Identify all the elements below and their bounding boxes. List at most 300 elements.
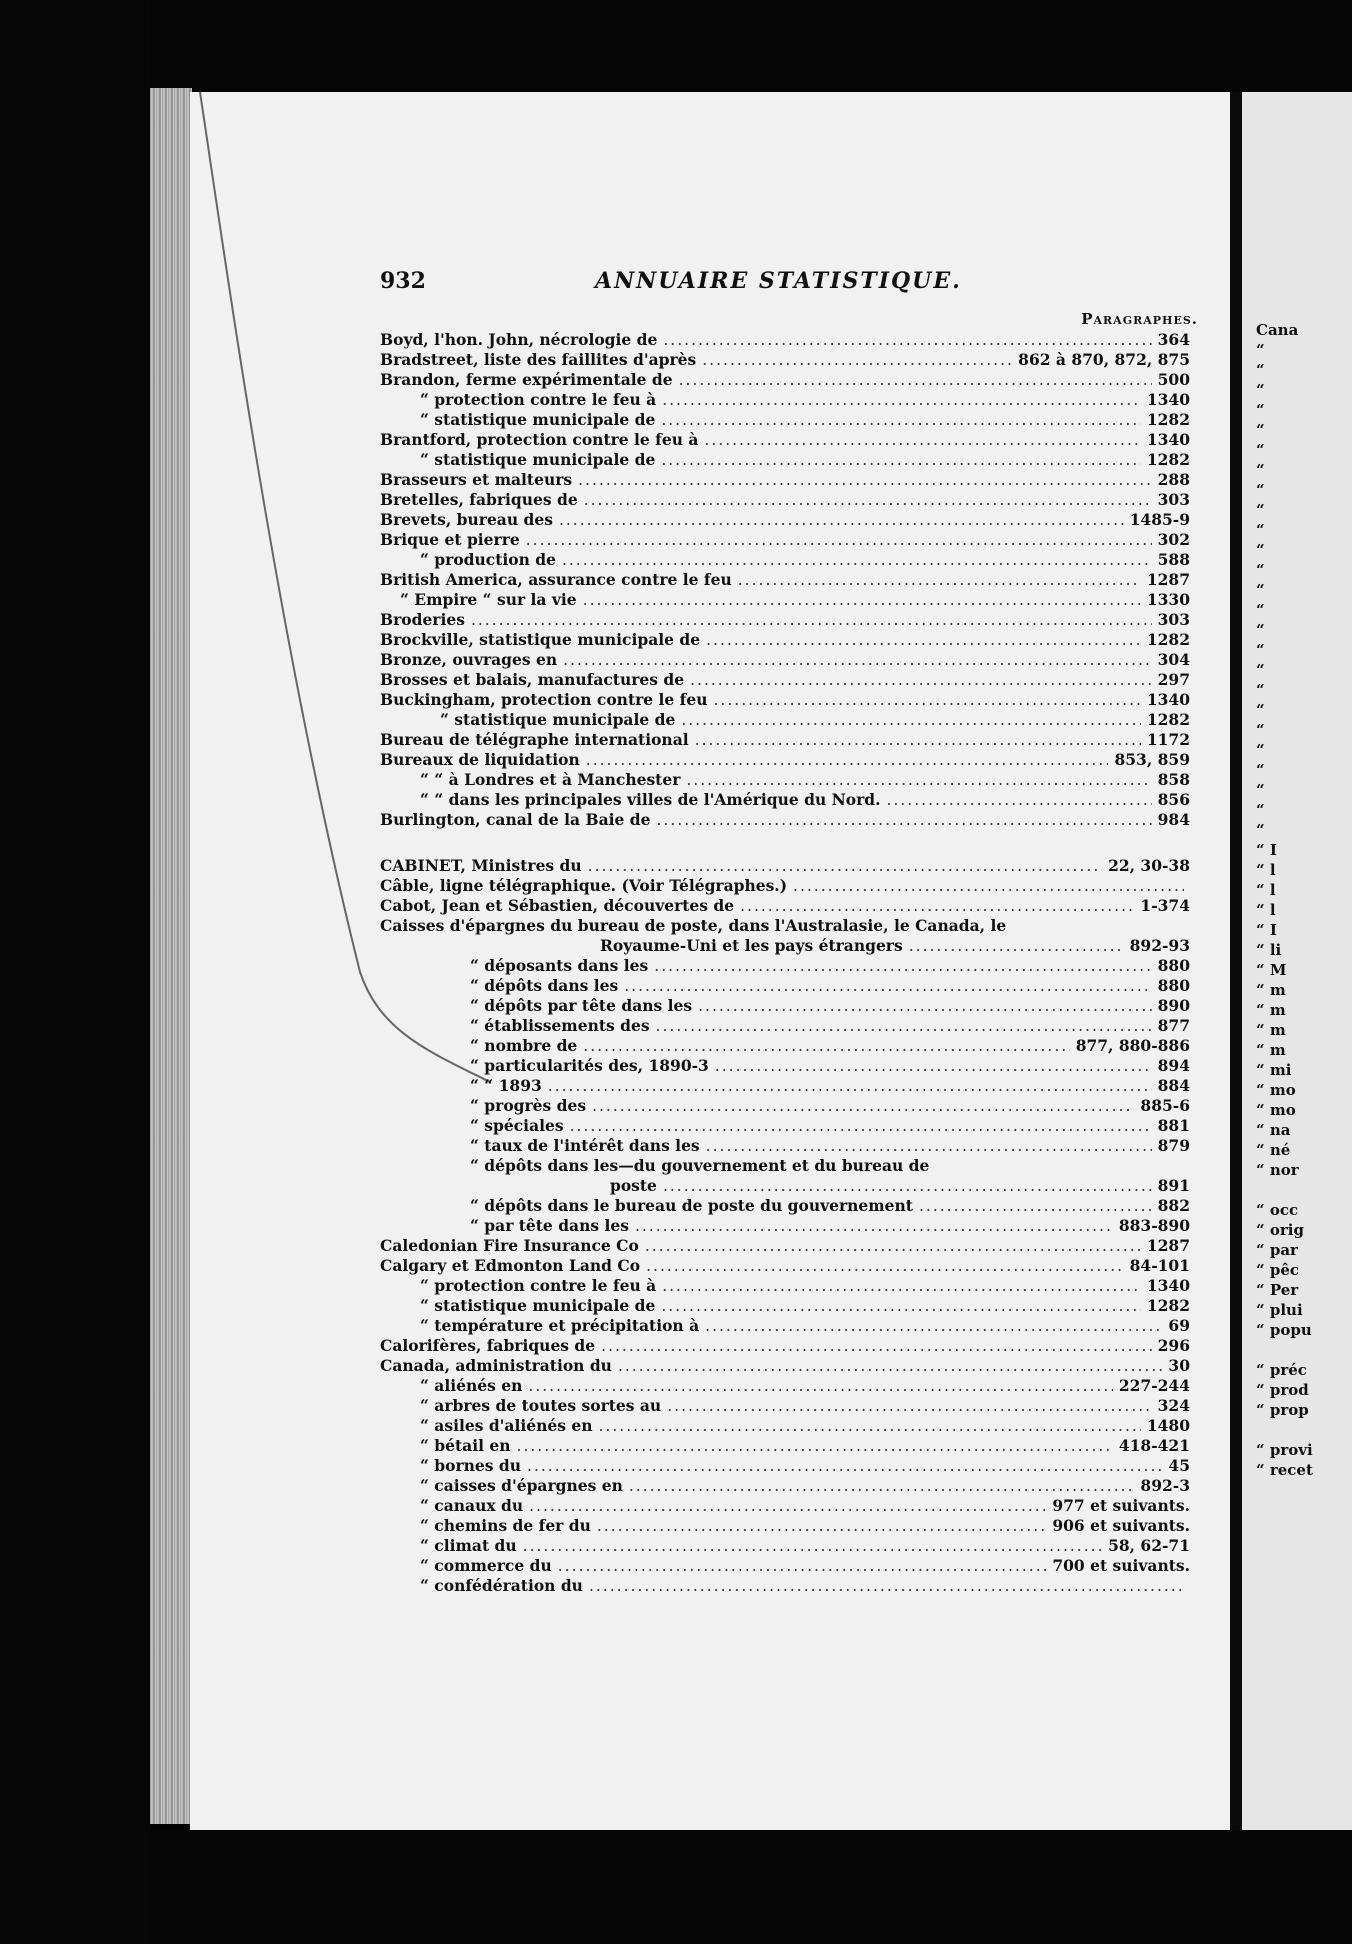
- leader-dots: [562, 550, 1152, 570]
- entry-reference: 879: [1157, 1136, 1190, 1155]
- leader-dots: [601, 1336, 1152, 1356]
- index-entry: [380, 590, 1190, 610]
- facing-page-line: “: [1256, 361, 1265, 379]
- leader-dots: [706, 1136, 1152, 1156]
- facing-page-line: “ l: [1256, 881, 1276, 899]
- index-entry: [380, 1356, 1190, 1376]
- leader-dots: [706, 630, 1141, 650]
- entry-reference: 1340: [1146, 390, 1190, 409]
- leader-dots: [629, 1476, 1135, 1496]
- entry-text: “ par tête dans les: [470, 1216, 629, 1235]
- leader-dots: [661, 410, 1141, 430]
- entry-reference: 880: [1157, 956, 1190, 975]
- entry-reference: 1282: [1146, 1296, 1190, 1315]
- entry-text: “ protection contre le feu à: [420, 390, 657, 409]
- leader-dots: [663, 1176, 1152, 1196]
- leader-dots: [695, 730, 1141, 750]
- index-entry: [380, 1216, 1190, 1236]
- leader-dots: [523, 1536, 1102, 1556]
- entry-reference: 297: [1157, 670, 1190, 689]
- entry-reference: 858: [1157, 770, 1190, 789]
- facing-page-line: “ par: [1256, 1241, 1298, 1259]
- column-heading: Paragraphes.: [1081, 310, 1198, 328]
- entry-reference: 1340: [1146, 430, 1190, 449]
- entry-text: Brandon, ferme expérimentale de: [380, 370, 673, 389]
- leader-dots: [656, 1016, 1152, 1036]
- entry-reference: 894: [1157, 1056, 1190, 1075]
- leader-dots: [887, 790, 1152, 810]
- facing-page-line: [1256, 1340, 1313, 1360]
- leader-dots: [646, 1256, 1124, 1276]
- facing-page-line: “: [1256, 661, 1265, 679]
- facing-page-line: “: [1256, 401, 1265, 419]
- facing-page-lines: [1256, 320, 1313, 1480]
- index-entry: [380, 570, 1190, 590]
- index-entry: [380, 1076, 1190, 1096]
- entry-text: Broderies: [380, 610, 465, 629]
- leader-dots: [656, 810, 1151, 830]
- leader-dots: [588, 856, 1102, 876]
- running-title: ANNUAIRE STATISTIQUE.: [595, 268, 962, 294]
- index-entry: [380, 976, 1190, 996]
- entry-text: “ taux de l'intérêt dans les: [470, 1136, 700, 1155]
- facing-page-line: “ prop: [1256, 1401, 1309, 1419]
- facing-page-line: “: [1256, 341, 1265, 359]
- entry-text: “ climat du: [420, 1536, 517, 1555]
- index-entry: [380, 1016, 1190, 1036]
- index-entry: [380, 450, 1190, 470]
- entry-reference: 1282: [1146, 630, 1190, 649]
- leader-dots: [704, 430, 1140, 450]
- entry-reference: 1172: [1146, 730, 1190, 749]
- index-entry: [380, 896, 1190, 916]
- entry-reference: 1480: [1146, 1416, 1190, 1435]
- leader-dots: [679, 370, 1152, 390]
- index-entry: [380, 1556, 1190, 1576]
- facing-page-line: “: [1256, 461, 1265, 479]
- index-entry: [380, 1036, 1190, 1056]
- index-entry: [380, 1396, 1190, 1416]
- entry-text: British America, assurance contre le feu: [380, 570, 732, 589]
- entry-reference: 984: [1157, 810, 1190, 829]
- index-entry: [380, 610, 1190, 630]
- index-entry: [380, 710, 1190, 730]
- entry-reference: 890: [1157, 996, 1190, 1015]
- facing-page-line: “: [1256, 421, 1265, 439]
- entry-reference: 1-374: [1140, 896, 1190, 915]
- facing-page-line: “ na: [1256, 1121, 1291, 1139]
- entry-text: Buckingham, protection contre le feu: [380, 690, 708, 709]
- entry-reference: 500: [1157, 370, 1190, 389]
- entry-text: Burlington, canal de la Baie de: [380, 810, 651, 829]
- leader-dots: [526, 530, 1152, 550]
- leader-dots: [586, 750, 1109, 770]
- entry-text: “ nombre de: [470, 1036, 578, 1055]
- facing-page-line: “ m: [1256, 1041, 1286, 1059]
- leader-dots: [663, 330, 1151, 350]
- entry-reference: 883-890: [1118, 1216, 1190, 1235]
- index-entry: [380, 810, 1190, 830]
- film-border-left: [0, 0, 150, 1944]
- entry-text: “ dépôts dans le bureau de poste du gouvernement: [470, 1196, 913, 1215]
- index-entry: [380, 936, 1190, 956]
- facing-page-line: “ I: [1256, 921, 1277, 939]
- index-entry: [380, 1336, 1190, 1356]
- entry-reference: 303: [1157, 610, 1190, 629]
- index-entry: [380, 1136, 1190, 1156]
- entry-reference: 877: [1157, 1016, 1190, 1035]
- facing-page-line: “: [1256, 721, 1265, 739]
- leader-dots: [583, 590, 1141, 610]
- entry-reference: 862 à 870, 872, 875: [1018, 350, 1190, 369]
- leader-dots: [558, 1556, 1047, 1576]
- index-entry: [380, 1256, 1190, 1276]
- film-border-bottom: [150, 1830, 1352, 1944]
- leader-dots: [471, 610, 1152, 630]
- entry-text: Boyd, l'hon. John, nécrologie de: [380, 330, 658, 349]
- entry-text: “ déposants dans les: [470, 956, 649, 975]
- entry-reference: 882: [1157, 1196, 1190, 1215]
- facing-page-line: “ Per: [1256, 1281, 1299, 1299]
- entry-text: Bretelles, fabriques de: [380, 490, 578, 509]
- entry-text: Brockville, statistique municipale de: [380, 630, 701, 649]
- entry-reference: 906 et suivants.: [1052, 1516, 1190, 1535]
- entry-reference: 1340: [1146, 1276, 1190, 1295]
- entry-reference: 30: [1168, 1356, 1190, 1375]
- index-entry: [380, 730, 1190, 750]
- leader-dots: [559, 510, 1124, 530]
- facing-page-line: [1256, 1420, 1313, 1440]
- entry-reference: 1340: [1146, 690, 1190, 709]
- leader-dots: [599, 1416, 1141, 1436]
- index-entry: [380, 1276, 1190, 1296]
- entry-text: “ progrès des: [470, 1096, 587, 1115]
- entry-reference: 1330: [1146, 590, 1190, 609]
- page-edges: [150, 88, 192, 1824]
- facing-page-line: “ mo: [1256, 1101, 1296, 1119]
- facing-page-line: “ m: [1256, 1001, 1286, 1019]
- entry-reference: 303: [1157, 490, 1190, 509]
- entry-text: “ production de: [420, 550, 556, 569]
- index-entry: [380, 690, 1190, 710]
- index-entry: [380, 1376, 1190, 1396]
- scanned-page: [190, 92, 1230, 1830]
- entry-text: Calgary et Edmonton Land Co: [380, 1256, 641, 1275]
- leader-dots: [919, 1196, 1152, 1216]
- entry-text: “ arbres de toutes sortes au: [420, 1396, 662, 1415]
- facing-page-line: Cana: [1256, 321, 1299, 339]
- leader-dots: [548, 1076, 1152, 1096]
- facing-page-line: “: [1256, 481, 1265, 499]
- entry-reference: 1282: [1146, 450, 1190, 469]
- leader-dots: [645, 1236, 1141, 1256]
- entry-reference: 877, 880-886: [1075, 1036, 1190, 1055]
- facing-page-line: “: [1256, 601, 1265, 619]
- facing-page-line: “ recet: [1256, 1461, 1313, 1479]
- index-entry: [380, 856, 1190, 876]
- facing-page-line: “ M: [1256, 961, 1287, 979]
- facing-page-line: “ pêc: [1256, 1261, 1300, 1279]
- facing-page-line: “ plui: [1256, 1301, 1303, 1319]
- leader-dots: [563, 650, 1152, 670]
- entry-reference: 1485-9: [1129, 510, 1190, 529]
- entry-text: “ température et précipitation à: [420, 1316, 700, 1335]
- leader-dots: [583, 1036, 1069, 1056]
- leader-dots: [578, 470, 1152, 490]
- entry-text: CABINET, Ministres du: [380, 856, 582, 875]
- index-entry: [380, 1456, 1190, 1476]
- page-number: 932: [380, 268, 426, 294]
- leader-dots: [570, 1116, 1152, 1136]
- index-entry: [380, 1476, 1190, 1496]
- index-entry: [380, 750, 1190, 770]
- leader-dots: [713, 690, 1140, 710]
- entry-text: Bureaux de liquidation: [380, 750, 580, 769]
- entry-reference: 881: [1157, 1116, 1190, 1135]
- entry-reference: 227-244: [1118, 1376, 1190, 1395]
- entry-text: “ particularités des, 1890-3: [470, 1056, 709, 1075]
- leader-dots: [705, 1316, 1162, 1336]
- entry-text: Calorifères, fabriques de: [380, 1336, 596, 1355]
- entry-text: “ statistique municipale de: [420, 1296, 656, 1315]
- entry-reference: 588: [1157, 550, 1190, 569]
- facing-page-line: “ popu: [1256, 1321, 1312, 1339]
- entry-text: Caledonian Fire Insurance Co: [380, 1236, 639, 1255]
- entry-text: “ statistique municipale de: [420, 410, 656, 429]
- entry-text: “ bornes du: [420, 1456, 522, 1475]
- entry-text: Brique et pierre: [380, 530, 520, 549]
- entry-reference: 324: [1157, 1396, 1190, 1415]
- entry-reference: 885-6: [1140, 1096, 1190, 1115]
- index-entry: [380, 1296, 1190, 1316]
- index-entry: [380, 1536, 1190, 1556]
- facing-page-line: “: [1256, 781, 1265, 799]
- facing-page-line: “ l: [1256, 861, 1276, 879]
- leader-dots: [592, 1096, 1134, 1116]
- index-entry: [380, 1116, 1190, 1136]
- index-entry: [380, 350, 1190, 370]
- leader-dots: [690, 670, 1152, 690]
- facing-page-line: “ préc: [1256, 1361, 1307, 1379]
- facing-page-line: “ nor: [1256, 1161, 1299, 1179]
- entry-text: “ protection contre le feu à: [420, 1276, 657, 1295]
- leader-dots: [662, 390, 1141, 410]
- facing-page-line: “: [1256, 621, 1265, 639]
- leader-dots: [698, 996, 1152, 1016]
- facing-page-line: “: [1256, 521, 1265, 539]
- entry-text: Bronze, ouvrages en: [380, 650, 558, 669]
- index-entry: [380, 1236, 1190, 1256]
- leader-dots: [517, 1436, 1113, 1456]
- entry-reference: 304: [1157, 650, 1190, 669]
- leader-dots: [793, 876, 1184, 896]
- entry-text: “ établissements des: [470, 1016, 650, 1035]
- entry-text: “ Empire “ sur la vie: [400, 590, 577, 609]
- index-entry: [380, 410, 1190, 430]
- facing-page-line: “: [1256, 681, 1265, 699]
- entry-text: “ dépôts dans les: [470, 976, 619, 995]
- entry-reference: 977 et suivants.: [1052, 1496, 1190, 1515]
- leader-dots: [661, 450, 1141, 470]
- page-gutter: [1230, 92, 1242, 1830]
- entry-reference: 302: [1157, 530, 1190, 549]
- index-entry: [380, 650, 1190, 670]
- leader-dots: [597, 1516, 1046, 1536]
- entry-reference: 288: [1157, 470, 1190, 489]
- film-border-top: [0, 0, 1352, 92]
- entry-text: “ commerce du: [420, 1556, 552, 1575]
- facing-page-line: “ m: [1256, 981, 1286, 999]
- facing-page-line: “: [1256, 501, 1265, 519]
- leader-dots: [909, 936, 1124, 956]
- entry-reference: 22, 30-38: [1108, 856, 1190, 875]
- entry-reference: 892-3: [1140, 1476, 1190, 1495]
- leader-dots: [662, 1276, 1141, 1296]
- entry-text: “ dépôts par tête dans les: [470, 996, 693, 1015]
- index-entry: [380, 1156, 1190, 1176]
- facing-page-line: “: [1256, 441, 1265, 459]
- facing-page-line: “ mi: [1256, 1061, 1292, 1079]
- entry-reference: 880: [1157, 976, 1190, 995]
- facing-page-line: “: [1256, 381, 1265, 399]
- facing-page-line: “ prod: [1256, 1381, 1309, 1399]
- facing-page-line: “ I: [1256, 841, 1277, 859]
- facing-page-line: “ né: [1256, 1141, 1291, 1159]
- entry-reference: 1287: [1146, 1236, 1190, 1255]
- leader-dots: [624, 976, 1151, 996]
- entry-reference: 853, 859: [1114, 750, 1190, 769]
- index-entry: [380, 996, 1190, 1016]
- leader-dots: [528, 1376, 1112, 1396]
- facing-page-line: “ mo: [1256, 1081, 1296, 1099]
- leader-dots: [715, 1056, 1152, 1076]
- entry-text: “ aliénés en: [420, 1376, 523, 1395]
- entry-text: “ confédération du: [420, 1576, 583, 1595]
- facing-page-line: “: [1256, 801, 1265, 819]
- leader-dots: [667, 1396, 1151, 1416]
- entry-reference: 892-93: [1129, 936, 1190, 955]
- entry-text: Bradstreet, liste des faillites d'après: [380, 350, 697, 369]
- leader-dots: [618, 1356, 1162, 1376]
- index-entries: [380, 330, 1190, 1596]
- facing-page: [1242, 92, 1352, 1830]
- entry-reference: 364: [1157, 330, 1190, 349]
- facing-page-line: “: [1256, 561, 1265, 579]
- facing-page-line: [1256, 1180, 1313, 1200]
- entry-text: Canada, administration du: [380, 1356, 612, 1375]
- facing-page-line: “ provi: [1256, 1441, 1313, 1459]
- index-entry: [380, 390, 1190, 410]
- facing-page-line: “: [1256, 761, 1265, 779]
- entry-text: poste: [610, 1176, 657, 1195]
- index-entry: [380, 370, 1190, 390]
- index-entry: [380, 1056, 1190, 1076]
- entry-reference: 884: [1157, 1076, 1190, 1095]
- index-entry: [380, 1316, 1190, 1336]
- entry-text: “ bétail en: [420, 1436, 511, 1455]
- facing-page-line: “ l: [1256, 901, 1276, 919]
- facing-page-line: “ orig: [1256, 1221, 1304, 1239]
- index-entry: [380, 1096, 1190, 1116]
- entry-reference: 1287: [1146, 570, 1190, 589]
- index-entry: [380, 1436, 1190, 1456]
- entry-text: “ canaux du: [420, 1496, 524, 1515]
- facing-page-line: “ li: [1256, 941, 1282, 959]
- entry-text: Royaume-Uni et les pays étrangers: [600, 936, 903, 955]
- index-entry: [380, 1416, 1190, 1436]
- leader-dots: [527, 1456, 1162, 1476]
- leader-dots: [702, 350, 1012, 370]
- leader-dots: [654, 956, 1151, 976]
- index-entry: [380, 470, 1190, 490]
- leader-dots: [529, 1496, 1046, 1516]
- entry-text: Cabot, Jean et Sébastien, découvertes de: [380, 896, 735, 915]
- index-entry: [380, 1196, 1190, 1216]
- index-entry: [380, 790, 1190, 810]
- index-entry: [380, 1176, 1190, 1196]
- entry-text: Bureau de télégraphe international: [380, 730, 689, 749]
- entry-reference: 58, 62-71: [1108, 1536, 1190, 1555]
- index-entry: [380, 430, 1190, 450]
- entry-reference: 84-101: [1129, 1256, 1190, 1275]
- index-entry: [380, 876, 1190, 896]
- facing-page-line: “: [1256, 821, 1265, 839]
- leader-dots: [584, 490, 1152, 510]
- entry-text: “ dépôts dans les—du gouvernement et du bureau de: [470, 1156, 930, 1175]
- index-entry: [380, 1496, 1190, 1516]
- entry-text: Brosses et balais, manufactures de: [380, 670, 685, 689]
- index-entry: [380, 510, 1190, 530]
- entry-reference: 418-421: [1118, 1436, 1190, 1455]
- index-entry: [380, 770, 1190, 790]
- entry-text: Brevets, bureau des: [380, 510, 553, 529]
- index-entry: [380, 530, 1190, 550]
- leader-dots: [681, 710, 1141, 730]
- facing-page-line: “: [1256, 701, 1265, 719]
- entry-reference: 700 et suivants.: [1052, 1556, 1190, 1575]
- entry-text: “ caisses d'épargnes en: [420, 1476, 623, 1495]
- entry-reference: 1282: [1146, 410, 1190, 429]
- entry-text: Caisses d'épargnes du bureau de poste, dans l'Australasie, le Canada, le: [380, 916, 1007, 935]
- leader-dots: [589, 1576, 1184, 1596]
- index-entry: [380, 550, 1190, 570]
- index-entry: [380, 916, 1190, 936]
- entry-text: “ chemins de fer du: [420, 1516, 591, 1535]
- entry-reference: 1282: [1146, 710, 1190, 729]
- leader-dots: [635, 1216, 1113, 1236]
- entry-text: Brantford, protection contre le feu à: [380, 430, 699, 449]
- index-entry: [380, 1576, 1190, 1596]
- leader-dots: [686, 770, 1151, 790]
- entry-reference: 891: [1157, 1176, 1190, 1195]
- index-entry: [380, 956, 1190, 976]
- index-entry: [380, 490, 1190, 510]
- entry-text: “ “ 1893: [470, 1076, 542, 1095]
- entry-text: Câble, ligne télégraphique. (Voir Télégraphes.): [380, 876, 788, 895]
- index-entry: [380, 670, 1190, 690]
- entry-reference: 69: [1168, 1316, 1190, 1335]
- facing-page-line: “: [1256, 581, 1265, 599]
- leader-dots: [661, 1296, 1141, 1316]
- facing-page-line: “: [1256, 641, 1265, 659]
- leader-dots: [738, 570, 1141, 590]
- entry-reference: 45: [1168, 1456, 1190, 1475]
- index-entry: [380, 1516, 1190, 1536]
- entry-text: “ asiles d'aliénés en: [420, 1416, 593, 1435]
- entry-reference: 856: [1157, 790, 1190, 809]
- entry-text: “ “ à Londres et à Manchester: [420, 770, 681, 789]
- index-entry: [380, 330, 1190, 350]
